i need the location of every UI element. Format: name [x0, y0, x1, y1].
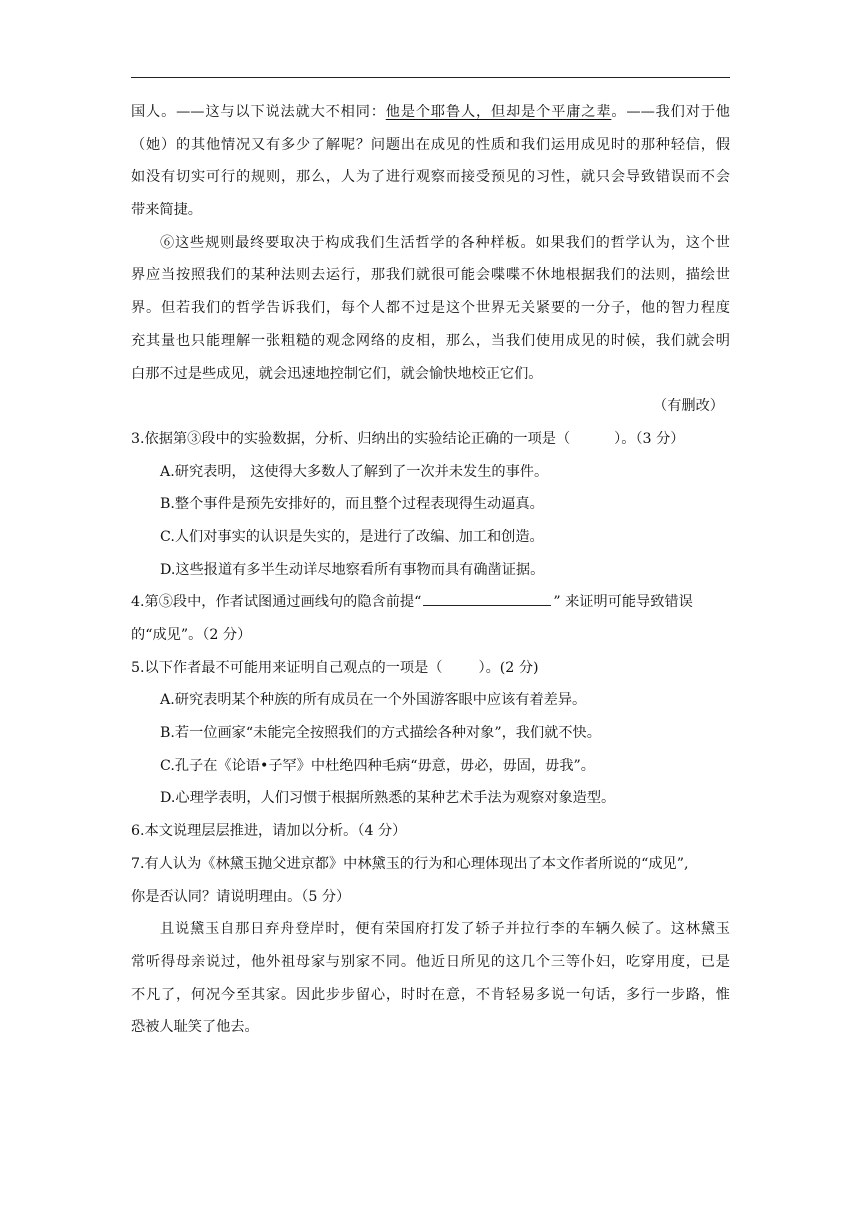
fill-in-blank — [423, 591, 551, 606]
question-3-stem — [131, 428, 730, 461]
question-3-option-d: D.这些报道有多半生动详尽地察看所有事物而具有确凿证据。 — [160, 561, 545, 578]
para-continued-line-1 — [131, 101, 730, 134]
para-continued-line-2: （她）的其他情况又有多少了解呢？问题出在成见的性质和我们运用成见时的那种轻信，假 — [131, 136, 730, 153]
excerpt-line-3: 不凡了，何况今至其家。因此步步留心，时时在意，不肯轻易多说一句话，多行一步路，惟 — [131, 986, 730, 1003]
text: ” 来证明可能导致错误 — [553, 594, 693, 611]
underlined-sentence: 他是个耶鲁人，但却是个平庸之辈 — [385, 104, 612, 120]
text: 。——我们对于他 — [611, 104, 730, 120]
question-3-option-b: B.整个事件是预先安排好的，而且整个过程表现得生动逼真。 — [160, 496, 544, 513]
edit-note: （有删改） — [653, 398, 724, 415]
question-7-line-2: 你是否认同？请说明理由。（5 分） — [131, 888, 351, 905]
para-continued-line-4: 带来简捷。 — [131, 202, 202, 219]
document-body — [131, 101, 730, 1049]
excerpt-line-1: 且说黛玉自那日弃舟登岸时，便有荣国府打发了轿子并拉行李的车辆久候了。这林黛玉 — [160, 921, 730, 938]
excerpt-line-2: 常听得母亲说过，他外祖母家与别家不同。他近日所见的这几个三等仆妇，吃穿用度，已是 — [131, 953, 730, 970]
question-3-option-a: A.研究表明， 这使得大多数人了解到了一次并未发生的事件。 — [160, 463, 549, 480]
question-5-option-b: B.若一位画家“未能完全按照我们的方式描绘各种对象”，我们就不快。 — [160, 725, 601, 742]
para6-line-3: 界。但若我们的哲学告诉我们，每个人都不过是这个世界无关紧要的一分子，他的智力程度 — [131, 300, 730, 317]
question-5-option-c: C.孔子在《论语•子罕》中杜绝四种毛病“毋意，毋必，毋固，毋我”。 — [160, 757, 595, 774]
para6-line-5: 白那不过是些成见，就会迅速地控制它们，就会愉快地校正它们。 — [131, 365, 543, 382]
text: ）。(2 分) — [478, 659, 539, 676]
header-rule — [131, 77, 730, 78]
question-5-stem — [131, 657, 730, 690]
para6-line-4: 充其量也只能理解一张粗糙的观念网络的皮相，那么，当我们使用成见的时候，我们就会明 — [131, 332, 730, 349]
para6-line-1: ⑥这些规则最终要取决于构成我们生活哲学的各种样板。如果我们的哲学认为，这个世 — [160, 234, 730, 251]
question-5-option-a: A.研究表明某个种族的所有成员在一个外国游客眼中应该有着差异。 — [160, 692, 587, 709]
text: 3.依据第③段中的实验数据，分析、归纳出的实验结论正确的一项是（ — [131, 430, 571, 447]
text: 国人。——这与以下说法就大不相同： — [131, 104, 386, 120]
text: ）。（3 分） — [614, 430, 685, 447]
text: 4.第⑤段中，作者试图通过画线句的隐含前提“ — [131, 594, 422, 611]
excerpt-line-4: 恐被人耻笑了他去。 — [131, 1019, 259, 1036]
para-continued-line-3: 如没有切实可行的规则，那么，人为了进行观察而接受预见的习性，就只会导致错误而不会 — [131, 169, 730, 186]
text: 5.以下作者最不可能用来证明自己观点的一项是（ — [131, 659, 443, 676]
para6-line-2: 界应当按照我们的某种法则去运行，那我们就很可能会喋喋不休地根据我们的法则，描绘世 — [131, 267, 730, 284]
question-3-option-c: C.人们对事实的认识是失实的，是进行了改编、加工和创造。 — [160, 528, 544, 545]
question-6: 6.本文说理层层推进，请加以分析。（4 分） — [131, 823, 407, 840]
question-5-option-d: D.心理学表明，人们习惯于根据所熟悉的某种艺术手法为观察对象造型。 — [160, 790, 616, 807]
question-4-line-1 — [131, 591, 730, 624]
question-7-line-1: 7.有人认为《林黛玉抛父进京都》中林黛玉的行为和心理体现出了本文作者所说的“成见”, — [131, 855, 689, 872]
question-4-line-2: 的“成见”。（2 分） — [131, 627, 252, 643]
